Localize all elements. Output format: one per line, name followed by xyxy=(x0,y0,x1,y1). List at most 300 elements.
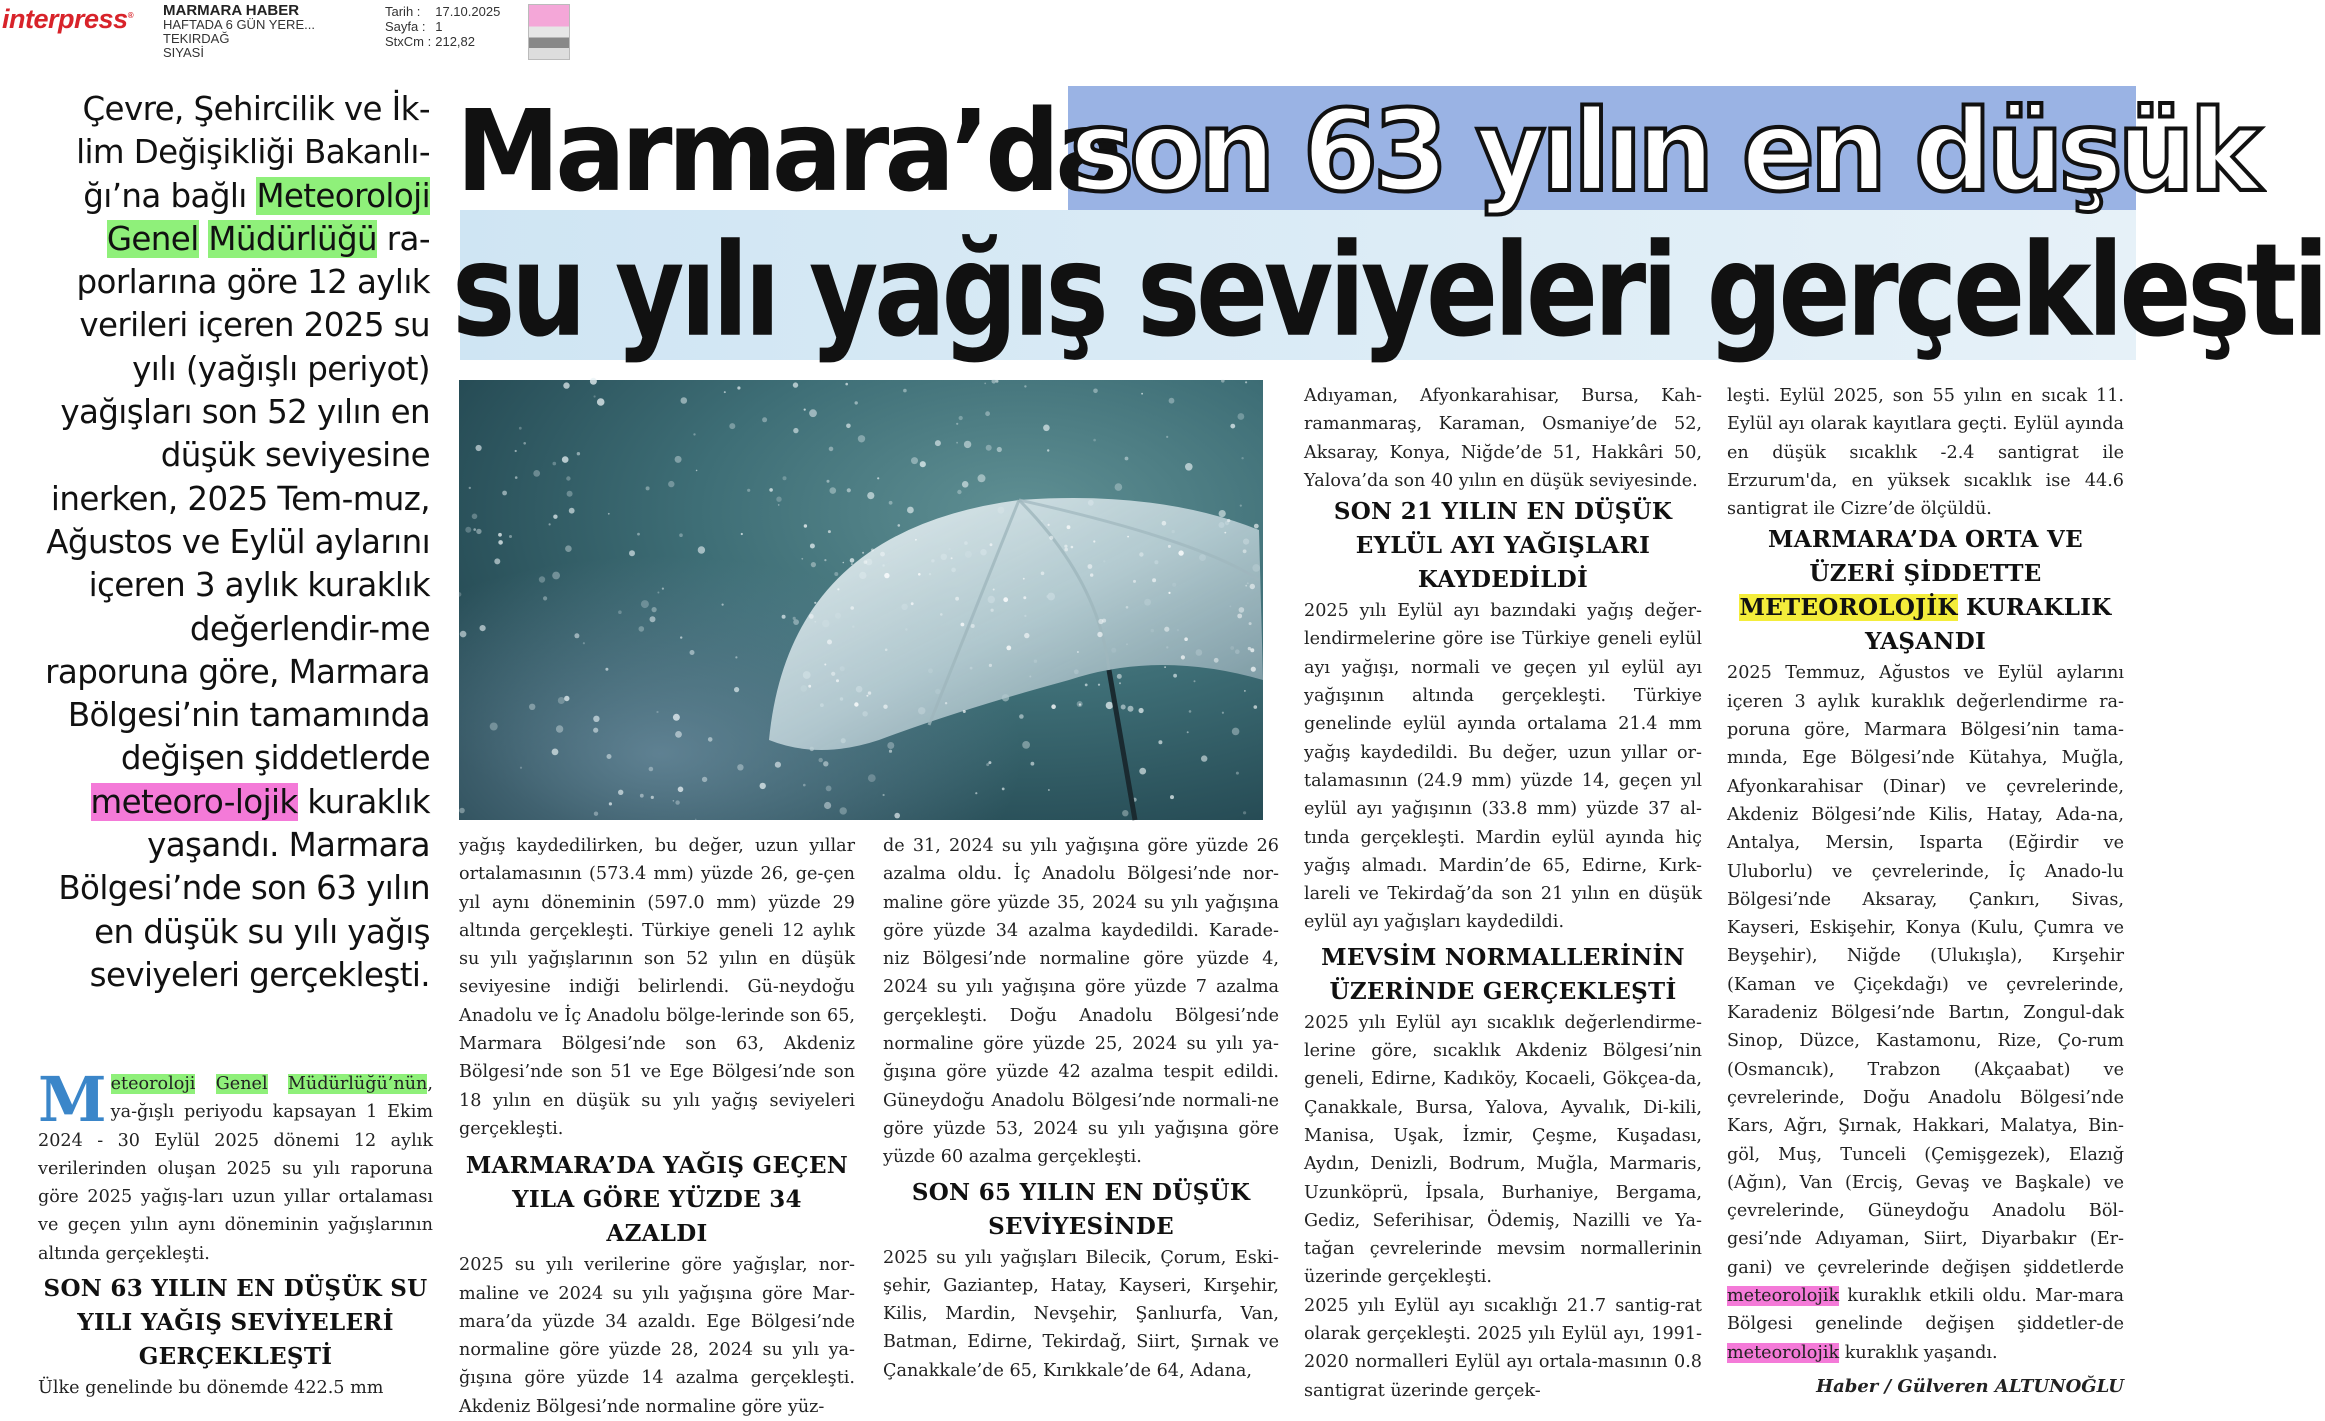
raindrop xyxy=(894,813,900,819)
raindrop xyxy=(673,800,675,802)
raindrop xyxy=(826,786,832,792)
raindrop xyxy=(964,441,971,448)
col3-paragraph-2: 2025 su yılı yağışları Bilecik, Çorum, Eski-şehir, Gaziantep, Hatay, Kayseri, Kırşehir, Kilis, Mardin, Nevşehir, Şanlıurfa, Van, Batman, Edirne, Tekirdağ, Siirt, Şırnak ve Çanakkale’de 65, Kırıkkale’de 64, Adana, xyxy=(883,1247,1279,1381)
raindrop xyxy=(760,783,766,789)
umbrella-droplet xyxy=(989,664,992,667)
col1-paragraph-1 xyxy=(38,1063,433,1268)
col5-paragraph-1: leşti. Eylül 2025, son 55 yılın en sıcak 11. Eylül ayı olarak kayıtlara geçti. Eylül ayında en düşük sıcaklık -2.4 santigrat ile Erzurum'da, en yüksek sıcaklık ise 44.6 santigrat ile Cizre’de ölçüldü. xyxy=(1727,386,2124,520)
raindrop xyxy=(702,777,707,782)
umbrella-droplet xyxy=(1152,578,1156,582)
umbrella-droplet xyxy=(990,543,993,546)
raindrop xyxy=(975,792,977,794)
raindrop xyxy=(523,442,526,445)
umbrella-droplet xyxy=(961,623,965,627)
raindrop xyxy=(962,481,969,488)
raindrop xyxy=(809,409,817,417)
raindrop xyxy=(830,487,837,494)
raindrop xyxy=(675,800,679,804)
raindrop xyxy=(819,758,823,762)
raindrop xyxy=(652,607,657,612)
raindrop xyxy=(793,617,796,620)
raindrop xyxy=(877,477,879,479)
raindrop xyxy=(553,462,557,466)
headline xyxy=(450,86,2325,366)
umbrella-droplet xyxy=(1093,540,1095,542)
umbrella-droplet xyxy=(1214,658,1219,663)
raindrop xyxy=(1141,393,1143,395)
umbrella-droplet xyxy=(831,672,835,676)
raindrop xyxy=(1121,705,1126,710)
umbrella-droplet xyxy=(940,613,943,616)
intro-part xyxy=(199,220,209,258)
raindrop xyxy=(1019,714,1024,719)
text-part: 2025 Temmuz, Ağustos ve Eylül aylarını içeren 3 aylık kuraklık değerlendirme ra-poruna göre, Marmara Bölgesi’nin tama-mında, Ege Bölgesi’nde Kütahya, Muğla, Afyonkarahisar (Dinar) ve çevrelerinde, Akdeniz Bölgesi’nde Kilis, Hatay, Ada-na, Antalya, Mersin, Isparta (Eğirdir ve Uluborlu) ve çevrelerinde, İç Anado-lu Bölgesi’nde Aksaray, Çankırı, Sivas, Kayseri, Eskişehir, Konya (Kulu, Çumra ve Beyşehir), Niğde (Ulukışla), Kırşehir (Kaman ve Çiçekdağı) ve çevrelerinde, Karadeniz Bölgesi’nde Bartın, Zongul-dak Sinop, Düzce, Kastamonu, Rize, Ço-rum (Osmancık), Trabzon (Akçaabat) ve çevrelerinde, Doğu Anadolu Bölgesi’nde Kars, Ağrı, Şırnak, Hakkari, Malatya, Bin-göl, Muş, Tunceli (Çemişgezek), Elazığ (Ağın), Van (Erciş, Gevaş ve Başkale) ve çevrelerinde, Güneydoğu Anadolu Böl-gesi’nde Adıyaman, Siirt, Diyarbakır (Er-gani) ve çevrelerinde değişen şiddetlerde xyxy=(1727,663,2124,1278)
umbrella-droplet xyxy=(993,589,995,591)
umbrella-droplet xyxy=(1243,549,1247,553)
col5-paragraph-2 xyxy=(1727,659,2124,1366)
raindrop xyxy=(887,742,894,749)
publication-category: SIYASİ xyxy=(163,45,204,60)
publication-name: MARMARA HABER xyxy=(163,2,300,19)
raindrop xyxy=(1241,457,1243,459)
raindrop xyxy=(1115,483,1123,491)
col1-paragraph-2: Ülke genelinde bu dönemde 422.5 mm xyxy=(38,1378,384,1399)
umbrella-droplet xyxy=(1244,690,1246,692)
umbrella-droplet xyxy=(1088,564,1093,569)
umbrella-droplet xyxy=(1184,637,1188,641)
umbrella-droplet xyxy=(1117,674,1122,679)
clipping-meta xyxy=(385,4,504,49)
umbrella-droplet xyxy=(836,679,839,682)
raindrop xyxy=(675,456,682,463)
raindrop xyxy=(608,513,610,515)
date-label: Tarih : xyxy=(385,4,421,19)
raindrop xyxy=(679,533,683,537)
raindrop xyxy=(1187,731,1189,733)
raindrop xyxy=(1085,684,1088,687)
raindrop xyxy=(858,435,865,442)
umbrella-droplet xyxy=(1049,536,1053,540)
raindrop xyxy=(1173,674,1177,678)
raindrop xyxy=(1125,457,1129,461)
raindrop xyxy=(668,481,674,487)
raindrop xyxy=(1047,449,1049,451)
subheading-eylul-yagis: SON 21 YILIN EN DÜŞÜK EYLÜL AYI YAĞIŞLARI KAYDEDİLDİ xyxy=(1333,498,1673,594)
raindrop xyxy=(1031,762,1035,766)
col4-paragraph-4: 2025 yılı Eylül ayı sıcaklığı 21.7 santig-rat olarak gerçekleşti. 2025 yılı Eylül ayı, 1991-2020 normalleri Eylül ayı ortala-masının 0.8 santigrat üzerinde gerçek- xyxy=(1304,1295,1702,1401)
raindrop xyxy=(1122,810,1128,816)
raindrop xyxy=(1098,684,1100,686)
umbrella-droplet xyxy=(1248,647,1251,650)
umbrella-droplet xyxy=(1162,521,1167,526)
umbrella-droplet xyxy=(1237,614,1242,619)
text-part: MARMARA’DA ORTA VE ÜZERİ ŞİDDETTE xyxy=(1768,526,2083,588)
article-column-3 xyxy=(883,832,1279,1385)
raindrop xyxy=(539,576,545,582)
raindrop xyxy=(1139,708,1144,713)
raindrop xyxy=(850,558,855,563)
raindrop xyxy=(609,802,612,805)
raindrop xyxy=(747,489,750,492)
raindrop xyxy=(1230,424,1235,429)
text-part xyxy=(195,1074,215,1094)
raindrop xyxy=(618,790,623,795)
raindrop xyxy=(552,749,559,756)
umbrella-droplet xyxy=(1139,552,1143,556)
raindrop xyxy=(1170,795,1174,799)
umbrella-droplet xyxy=(1102,619,1106,623)
raindrop xyxy=(827,480,830,483)
umbrella-droplet xyxy=(1250,584,1255,589)
page-thumbnail[interactable] xyxy=(528,4,570,60)
raindrop xyxy=(735,656,737,658)
raindrop xyxy=(956,442,958,444)
raindrop xyxy=(549,523,551,525)
page-label: Sayfa : xyxy=(385,19,426,34)
umbrella-droplet xyxy=(851,563,853,565)
raindrop xyxy=(678,787,684,793)
subheading-kuraklik xyxy=(1727,523,2124,659)
raindrop xyxy=(889,750,892,753)
article-column-4 xyxy=(1304,382,1702,1405)
raindrop xyxy=(1166,436,1168,438)
raindrop xyxy=(920,461,926,467)
raindrop xyxy=(519,427,522,430)
author-byline: Haber / Gülveren ALTUNOĞLU xyxy=(1816,1375,2124,1397)
umbrella-droplet xyxy=(1023,578,1025,580)
raindrop xyxy=(992,379,997,384)
headline-line2: su yılı yağış seviyeleri gerçekleşti xyxy=(452,216,2325,366)
intro-part: kuraklık yaşandı. Marmara Bölgesi’nde son 63 yılın en düşük su yılı yağış seviyeleri gerçekleşti. xyxy=(58,782,430,994)
umbrella-droplet xyxy=(971,624,975,628)
raindrop xyxy=(1093,439,1096,442)
raindrop xyxy=(729,423,735,429)
raindrop xyxy=(476,445,482,451)
text-part: KURAKLIK YAŞANDI xyxy=(1864,594,2112,656)
raindrop xyxy=(1245,381,1247,383)
raindrop xyxy=(1024,385,1026,387)
raindrop xyxy=(594,395,596,397)
raindrop xyxy=(563,382,569,388)
umbrella-droplet xyxy=(1048,524,1050,526)
text-part: kuraklık yaşandı. xyxy=(1839,1342,1998,1363)
umbrella-droplet xyxy=(808,685,811,688)
raindrop xyxy=(984,383,986,385)
umbrella-droplet xyxy=(1245,585,1247,587)
publication-city: TEKIRDAĞ xyxy=(163,31,230,46)
raindrop xyxy=(956,423,958,425)
raindrop xyxy=(698,546,705,553)
umbrella-droplet xyxy=(884,573,889,578)
umbrella-droplet xyxy=(1127,536,1129,538)
umbrella-droplet xyxy=(1178,550,1183,555)
raindrop xyxy=(593,716,599,722)
raindrop xyxy=(793,619,799,625)
raindrop xyxy=(690,650,695,655)
umbrella-droplet xyxy=(955,597,959,601)
umbrella-droplet xyxy=(1239,607,1245,613)
raindrop xyxy=(724,391,726,393)
intro-part: ra-porlarına göre 12 aylık verileri içeren 2025 su yılı (yağışlı periyot) yağışları son 52 yılın en düşük seviyesine inerken, 2025 Tem-muz, Ağustos ve Eylül aylarını içeren 3 aylık kuraklık değerlendir-me raporuna göre, Marmara Bölgesi’nin tamamında değişen şiddetlerde xyxy=(45,219,430,778)
brand-name: interpress xyxy=(2,4,128,34)
raindrop xyxy=(553,515,557,519)
raindrop xyxy=(1106,702,1113,709)
raindrop xyxy=(1236,772,1239,775)
umbrella-droplet xyxy=(824,559,826,561)
raindrop xyxy=(911,457,918,464)
umbrella-droplet xyxy=(828,530,831,533)
raindrop xyxy=(457,592,462,597)
umbrella-droplet xyxy=(1051,704,1056,709)
umbrella-droplet xyxy=(1071,546,1074,549)
umbrella-droplet xyxy=(963,710,966,713)
raindrop xyxy=(783,476,787,480)
raindrop xyxy=(480,625,486,631)
raindrop xyxy=(650,616,656,622)
col4-paragraph-3: 2025 yılı Eylül ayı sıcaklık değerlendirme-lerine göre, sıcaklık Akdeniz Bölgesi’nin geneli, Edirne, Kadıköy, Kocaeli, Gökçea-da, Çanakkale, Bursa, Yalova, Ayvalık, Di-kili, Manisa, Uşak, İzmir, Çeşme, Kuşadası, Aydın, Denizli, Bodrum, Muğla, Marmaris, Uzunköprü, İpsala, Burhaniye, Bergama, Gediz, Seferihisar, Ödemiş, Nazilli ve Ya-tağan çevrelerinde mevsim normallerinin üzerinde gerçekleşti. xyxy=(1304,1012,1702,1288)
raindrop xyxy=(515,450,517,452)
umbrella-droplet xyxy=(1181,655,1185,659)
raindrop xyxy=(985,411,990,416)
raindrop xyxy=(898,524,901,527)
photo-image xyxy=(459,380,1263,820)
stxcm-value: 212,82 xyxy=(435,34,475,49)
brand-logo xyxy=(2,4,133,35)
umbrella-droplet xyxy=(915,539,917,541)
raindrop xyxy=(978,474,986,482)
raindrop xyxy=(673,714,680,721)
raindrop xyxy=(762,417,767,422)
highlight-meteorolojik: meteorolojik xyxy=(1727,1286,1840,1307)
raindrop xyxy=(662,588,664,590)
raindrop xyxy=(594,812,598,816)
umbrella-droplet xyxy=(1126,606,1129,609)
raindrop xyxy=(1093,389,1098,394)
highlight-meteoroloji: eteoroloji xyxy=(110,1074,196,1094)
umbrella-droplet xyxy=(1064,548,1068,552)
umbrella-droplet xyxy=(880,552,885,557)
raindrop xyxy=(567,491,573,497)
raindrop xyxy=(565,545,572,552)
umbrella-droplet xyxy=(951,557,953,559)
raindrop xyxy=(722,604,724,606)
col4-paragraph-2: 2025 yılı Eylül ayı bazındaki yağış değer-lendirmelerine göre ise Türkiye geneli eylül ayı yağışı, normali ve geçen yıl eylül ayı yağışının altında gerçekleşti. Türkiye genelinde eylül ayında ortalama 21.4 mm yağış kaydedildi. Bu değer, uzun yıllar or-talamasının (24.9 mm) yüzde 14, geçen yıl eylül ayı yağışının (33.8 mm) yüzde 37 al-tında gerçekleşti. Mardin eylül ayında hiç yağış almadı. Mardin’de 65, Edirne, Kırk-lareli ve Tekirdağ’da son 21 yılın en düşük eylül ayı yağışları kaydedildi. xyxy=(1304,601,1702,933)
publication-frequency: HAFTADA 6 GÜN YERE... xyxy=(163,17,315,32)
intro-text xyxy=(38,88,430,997)
umbrella-droplet xyxy=(866,695,868,697)
umbrella-droplet xyxy=(991,609,994,612)
raindrop xyxy=(1222,712,1224,714)
umbrella-droplet xyxy=(824,664,826,666)
raindrop xyxy=(840,807,847,814)
raindrop xyxy=(657,592,659,594)
umbrella-droplet xyxy=(804,524,807,527)
highlight-genel: Genel xyxy=(215,1074,268,1094)
date-value: 17.10.2025 xyxy=(435,4,501,19)
umbrella-droplet xyxy=(1227,519,1230,522)
umbrella-droplet xyxy=(1224,532,1226,534)
umbrella-droplet xyxy=(871,549,874,552)
umbrella-droplet xyxy=(1067,525,1071,529)
raindrop xyxy=(459,808,465,814)
raindrop xyxy=(1022,741,1030,749)
umbrella-droplet xyxy=(862,552,864,554)
subheading-mevsim-normalleri: MEVSİM NORMALLERİNİN ÜZERİNDE GERÇEKLEŞTİ xyxy=(1321,943,1685,1005)
raindrop xyxy=(473,528,476,531)
raindrop xyxy=(1185,463,1193,471)
highlight-genel: Genel xyxy=(106,219,199,258)
raindrop xyxy=(569,508,575,514)
raindrop xyxy=(834,572,838,576)
raindrop xyxy=(472,514,478,520)
brand-mark: ® xyxy=(127,11,133,20)
publication-info xyxy=(163,4,315,60)
umbrella-droplet xyxy=(809,614,814,619)
raindrop xyxy=(935,440,941,446)
raindrop xyxy=(708,737,713,742)
raindrop xyxy=(741,533,743,535)
raindrop xyxy=(693,433,695,435)
raindrop xyxy=(737,386,740,389)
raindrop xyxy=(556,725,563,732)
raindrop xyxy=(868,774,876,782)
raindrop xyxy=(590,378,597,385)
raindrop xyxy=(782,615,786,619)
intro-part: Çevre, Şehircilik ve İk-lim Değişikliği Bakanlı-ğı’na bağlı xyxy=(76,90,430,215)
raindrop xyxy=(793,382,798,387)
raindrop xyxy=(1243,811,1246,814)
raindrop xyxy=(775,762,781,768)
umbrella-droplet xyxy=(945,702,947,704)
raindrop xyxy=(637,533,640,536)
raindrop xyxy=(509,535,512,538)
umbrella-rain-photo xyxy=(459,380,1263,820)
text-part: , ya-ğışlı periyodu kapsayan 1 Ekim 2024 - 30 Eylül 2025 dönemi 12 aylık verilerinden oluşan 2025 su yılı raporuna göre 2025 yağış-ları uzun yıllar ortalaması ve geçen yılın aynı döneminin yağışlarının altında gerçekleşti. xyxy=(38,1074,433,1264)
raindrop xyxy=(577,452,580,455)
raindrop xyxy=(1240,505,1242,507)
raindrop xyxy=(502,491,507,496)
clipping-header xyxy=(0,0,2146,64)
umbrella-droplet xyxy=(1003,597,1008,602)
umbrella-droplet xyxy=(911,602,914,605)
raindrop xyxy=(823,761,828,766)
raindrop xyxy=(737,764,743,770)
page-value: 1 xyxy=(435,19,443,34)
raindrop xyxy=(907,507,914,514)
raindrop xyxy=(680,636,682,638)
headline-line1-end: son 63 yılın en düşük xyxy=(1070,86,2257,217)
raindrop xyxy=(593,728,598,733)
highlight-mudurlugu: Müdürlüğü’nün xyxy=(287,1074,428,1094)
col2-paragraph-2: 2025 su yılı verilerine göre yağışlar, nor-maline ve 2024 su yılı yağışına göre Mar-mara’da yüzde 34 azaldı. Ege Bölgesi’nde normaline göre yüzde 28, 2024 su yılı ya-ğışına göre yüzde 14 azalma gerçekleşti. Akdeniz Bölgesi’nde normaline göre yüz- xyxy=(459,1255,855,1417)
umbrella-droplet xyxy=(1024,633,1029,638)
raindrop xyxy=(1048,789,1050,791)
raindrop xyxy=(1002,788,1005,791)
subheading-son-63-yil: SON 63 YILIN EN DÜŞÜK SU YILI YAĞIŞ SEVİYELERİ GERÇEKLEŞTİ xyxy=(43,1275,428,1371)
raindrop xyxy=(543,596,547,600)
raindrop xyxy=(957,490,961,494)
raindrop xyxy=(494,558,500,564)
text-part: kuraklık etkili oldu. Mar-mara Bölgesi genelinde değişen şiddetler-de xyxy=(1727,1286,2124,1335)
raindrop xyxy=(846,424,851,429)
raindrop xyxy=(867,492,874,499)
umbrella-droplet xyxy=(1168,545,1171,548)
raindrop xyxy=(843,562,845,564)
raindrop xyxy=(564,696,569,701)
raindrop xyxy=(529,704,535,710)
raindrop xyxy=(583,642,585,644)
raindrop xyxy=(552,572,560,580)
stxcm-label: StxCm : xyxy=(385,34,432,49)
umbrella-droplet xyxy=(850,606,854,610)
raindrop xyxy=(997,447,1002,452)
umbrella-droplet xyxy=(1133,580,1136,583)
raindrop xyxy=(558,697,565,704)
article-column-5 xyxy=(1727,382,2124,1401)
raindrop xyxy=(639,626,645,632)
raindrop xyxy=(903,389,907,393)
raindrop xyxy=(1169,398,1175,404)
umbrella-droplet xyxy=(854,702,858,706)
raindrop xyxy=(734,687,739,692)
drop-cap: M xyxy=(38,1063,107,1136)
raindrop xyxy=(986,445,992,451)
raindrop xyxy=(695,819,697,821)
raindrop xyxy=(562,456,569,463)
raindrop xyxy=(649,767,654,772)
umbrella-droplet xyxy=(918,573,921,576)
raindrop xyxy=(533,470,540,477)
raindrop xyxy=(847,488,851,492)
raindrop xyxy=(574,633,579,638)
raindrop xyxy=(1128,706,1134,712)
raindrop xyxy=(646,486,650,490)
raindrop xyxy=(515,476,518,479)
raindrop xyxy=(1043,425,1050,432)
col4-paragraph-1: Adıyaman, Afyonkarahisar, Bursa, Kah-ramanmaraş, Karaman, Osmaniye’de 52, Aksaray, Konya, Niğde’de 51, Hakkâri 50, Yalova’da son 40 yılın en düşük seviyesinde. xyxy=(1304,386,1702,491)
umbrella-droplet xyxy=(1119,682,1121,684)
raindrop xyxy=(986,763,989,766)
article-column-1 xyxy=(38,1063,433,1402)
umbrella-droplet xyxy=(1077,651,1079,653)
umbrella-droplet xyxy=(1254,524,1259,529)
umbrella-droplet xyxy=(1251,667,1256,672)
raindrop xyxy=(696,470,698,472)
umbrella-droplet xyxy=(1194,680,1196,682)
raindrop xyxy=(490,723,498,731)
article-column-2 xyxy=(459,832,855,1421)
raindrop xyxy=(776,497,781,502)
raindrop xyxy=(1232,728,1240,736)
raindrop xyxy=(855,401,858,404)
umbrella-droplet xyxy=(1168,592,1170,594)
headline-line1-start: Marmara’da xyxy=(456,86,1122,217)
raindrop xyxy=(656,711,658,713)
raindrop xyxy=(778,504,780,506)
highlight-meteoroloji: Meteoroloji xyxy=(256,176,430,215)
text-part xyxy=(268,1074,288,1094)
raindrop xyxy=(1221,379,1225,383)
raindrop xyxy=(889,501,893,505)
raindrop xyxy=(640,794,644,798)
umbrella-droplet xyxy=(827,640,832,645)
umbrella-droplet xyxy=(1090,573,1093,576)
raindrop xyxy=(793,428,798,433)
raindrop xyxy=(829,447,834,452)
raindrop xyxy=(605,668,608,671)
highlight-meteorolojik: METEOROLOJİK xyxy=(1739,594,1958,622)
raindrop xyxy=(1238,413,1245,420)
